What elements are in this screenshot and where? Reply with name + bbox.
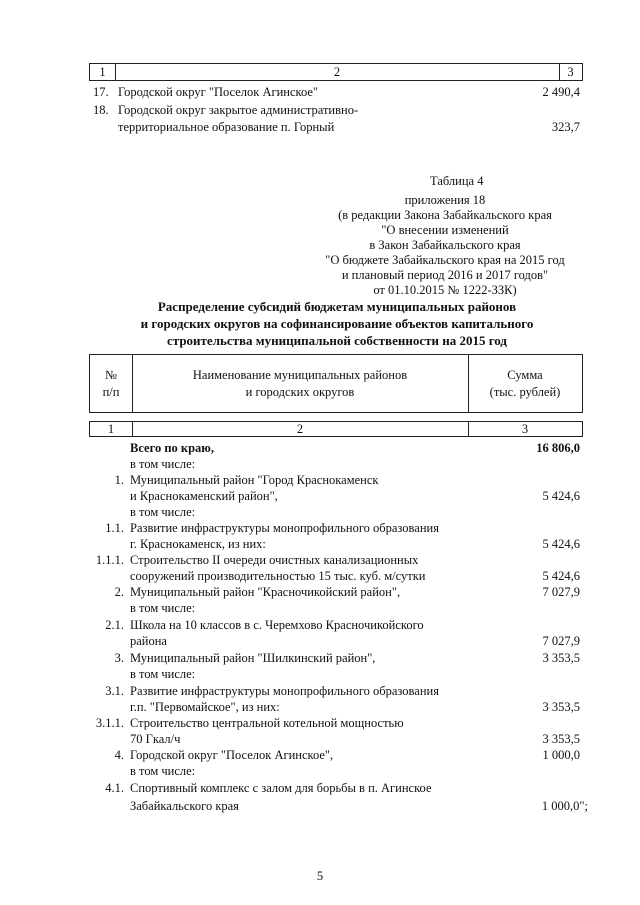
row-text: Муниципальный район "Город Краснокаменск — [130, 473, 379, 487]
row-num: 1.1.1. — [95, 553, 124, 567]
row-num: 3.1. — [105, 684, 124, 698]
top-col-3: 3 — [567, 65, 574, 79]
total-sum: 16 806,0 — [536, 441, 580, 455]
row-text: Спортивный комплекс с залом для борьбы в п. Агинское — [130, 781, 432, 795]
top-row-17-text: Городской округ "Поселок Агинское" — [118, 85, 319, 99]
col-sum-header: Сумма (тыс. рублей) — [489, 368, 561, 399]
row-text: Муниципальный район "Шилкинский район", — [130, 651, 376, 665]
row-num: 4. — [114, 748, 124, 762]
appendix-line-6: и плановый период 2016 и 2017 годов" — [341, 268, 549, 282]
row-num: 3. — [114, 651, 124, 665]
row-num: 1.1. — [105, 521, 124, 535]
top-col-1: 1 — [90, 64, 116, 80]
row-sum: 5 424,6 — [542, 569, 580, 583]
title-line-1: Распределение субсидий бюджетам муниципальных районов — [157, 299, 517, 314]
top-table-header — [89, 63, 583, 81]
row-sum: 1 000,0"; — [541, 799, 588, 813]
row-text: в том числе: — [130, 667, 196, 681]
row-num: 2. — [114, 585, 124, 599]
column-number-row — [89, 421, 583, 437]
row-sum: 7 027,9 — [542, 634, 580, 648]
top-row-17-num: 17. — [93, 85, 109, 99]
row-num: 1. — [114, 473, 124, 487]
col-name-header: Наименование муниципальных районов и городских округов — [192, 368, 408, 399]
row-text: Муниципальный район "Красночикойский район", — [130, 585, 401, 599]
col-number-2: 2 — [296, 422, 304, 436]
row-text: и Краснокаменский район", — [130, 489, 278, 503]
row-text: Развитие инфраструктуры монопрофильного образования — [130, 521, 439, 535]
top-row-18-sum: 323,7 — [551, 120, 580, 134]
top-row-18-text-2: территориальное образование п. Горный — [118, 120, 335, 134]
appendix-line-7: от 01.10.2015 № 1222-ЗЗК) — [373, 283, 517, 297]
row-text: в том числе: — [130, 601, 196, 615]
row-text: Забайкальского края — [130, 799, 239, 813]
row-text: Школа на 10 классов в с. Черемхово Красночикойского — [130, 618, 424, 632]
row-text: Городской округ "Поселок Агинское", — [130, 748, 334, 762]
title-line-2: и городских округов на софинансирование объектов капитального — [140, 316, 534, 331]
top-row-18-num: 18. — [93, 103, 109, 117]
appendix-line-5: "О бюджете Забайкальского края на 2015 год — [325, 253, 565, 267]
table-label: Таблица 4 — [430, 174, 484, 188]
row-sum: 5 424,6 — [542, 489, 580, 503]
top-col-2: 2 — [115, 64, 560, 80]
main-table-header — [89, 354, 583, 413]
col-num-header: № п/п — [102, 368, 120, 399]
row-num: 3.1.1. — [95, 716, 124, 730]
row-text: г.п. "Первомайское", из них: — [130, 700, 280, 714]
row-text: в том числе: — [130, 764, 196, 778]
total-sub: в том числе: — [130, 457, 196, 471]
row-text: Строительство II очереди очистных канализационных — [130, 553, 419, 567]
title-line-3: строительства муниципальной собственности на 2015 год — [167, 333, 507, 348]
row-sum: 1 000,0 — [542, 748, 580, 762]
appendix-line-2: (в редакции Закона Забайкальского края — [338, 208, 552, 222]
appendix-line-1: приложения 18 — [404, 193, 486, 207]
row-num: 4.1. — [105, 781, 124, 795]
row-text: г. Краснокаменск, из них: — [130, 537, 266, 551]
row-num: 2.1. — [105, 618, 124, 632]
row-text: района — [130, 634, 167, 648]
row-text: Строительство центральной котельной мощностью — [130, 716, 404, 730]
top-row-17-sum: 2 490,4 — [542, 85, 580, 99]
appendix-line-3: "О внесении изменений — [381, 223, 509, 237]
appendix-line-4: в Закон Забайкальского края — [369, 238, 521, 252]
col-number-1: 1 — [107, 422, 115, 436]
row-text: Развитие инфраструктуры монопрофильного образования — [130, 684, 439, 698]
top-row-18-text-1: Городской округ закрытое административно- — [118, 103, 359, 117]
total-label: Всего по краю, — [130, 441, 214, 455]
row-sum: 3 353,5 — [542, 651, 580, 665]
row-sum: 5 424,6 — [542, 537, 580, 551]
row-text: сооружений производительностью 15 тыс. куб. м/сутки — [130, 569, 426, 583]
row-sum: 3 353,5 — [542, 700, 580, 714]
row-sum: 3 353,5 — [542, 732, 580, 746]
row-text: 70 Гкал/ч — [130, 732, 181, 746]
row-text: в том числе: — [130, 505, 196, 519]
page-number: 5 — [316, 869, 324, 883]
row-sum: 7 027,9 — [542, 585, 580, 599]
col-number-3: 3 — [521, 422, 529, 436]
